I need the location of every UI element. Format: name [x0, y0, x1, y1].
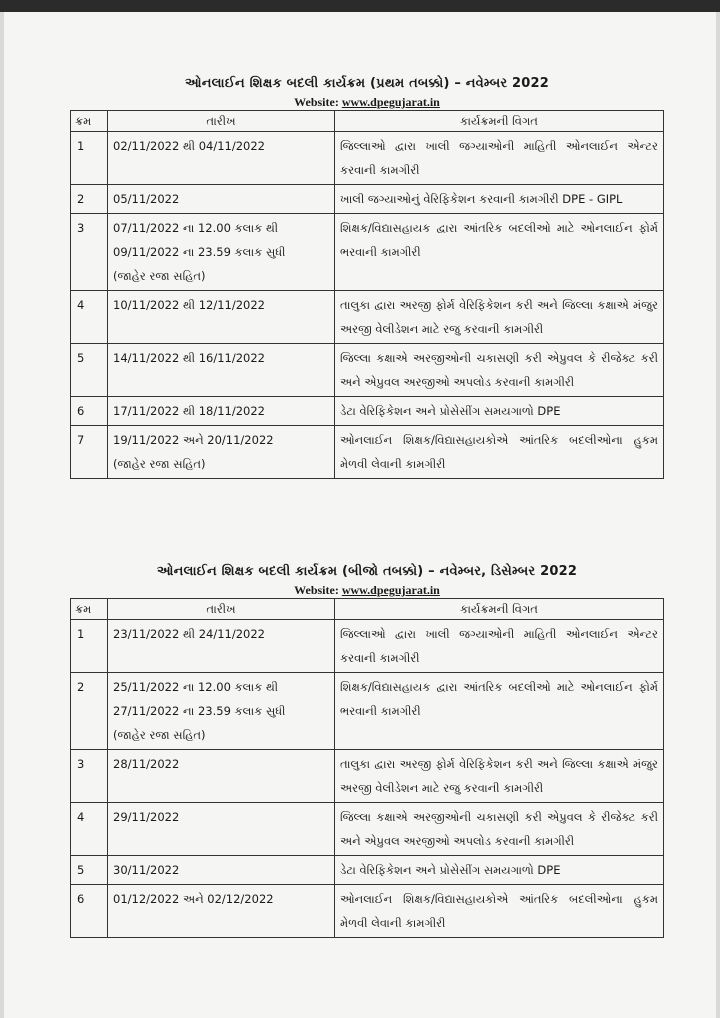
table-row — [71, 673, 664, 750]
row-no: 3 — [71, 750, 108, 803]
schedule-table — [70, 598, 664, 938]
row-desc — [335, 750, 664, 803]
row-no: 4 — [71, 291, 108, 344]
schedule-table — [70, 110, 664, 479]
row-date — [108, 344, 335, 397]
row-date — [108, 185, 335, 214]
desc-text: ખાલી જગ્યાઓનું વેરિફિકેશન કરવાની કામગીરી DPE - GIPL — [340, 192, 623, 206]
desc-text: તાલુકા દ્વારા અરજી ફોર્મ વેરિફિકેશન કરી અને જિલ્લા કક્ષાએ મંજુર અરજી વેલીડેશન માટે રજુ કરવાની કામગીરી — [340, 298, 658, 336]
row-desc — [335, 132, 664, 185]
schedule-phase-1 — [70, 74, 664, 479]
schedule-phase-2 — [70, 562, 664, 938]
row-desc — [335, 620, 664, 673]
desc-text: ઓનલાઈન શિક્ષક/વિદ્યાસહાયકોએ આંતરિક બદલીઓના હુકમ મેળવી લેવાની કામગીરી — [340, 433, 658, 471]
date-line: 09/11/2022 ના 23.59 કલાક સુધી — [113, 245, 286, 259]
desc-text: જિલ્લા કક્ષાએ અરજીઓની ચકાસણી કરી એપ્રુવલ કે રીજેક્ટ કરી અને એપ્રુવલ અરજીઓ અપલોડ કરવાની કામગીરી — [340, 351, 658, 389]
row-date — [108, 856, 335, 885]
website-label: Website: — [294, 583, 339, 597]
desc-text: જિલ્લાઓ દ્વારા ખાલી જગ્યાઓની માહિતી ઓનલાઈન એન્ટર કરવાની કામગીરી — [340, 627, 658, 665]
date-note: (જાહેર રજા સહિત) — [113, 457, 206, 471]
date-note: (જાહેર રજા સહિત) — [113, 269, 206, 283]
row-desc — [335, 885, 664, 938]
section-title: ઓનલાઈન શિક્ષક બદલી કાર્યક્રમ (પ્રથમ તબક્કો) – નવેમ્બર 2022 — [184, 76, 549, 91]
desc-text: ડેટા વેરિફિકેશન અને પ્રોસેસીંગ સમયગાળો DPE — [340, 404, 561, 418]
row-no: 7 — [71, 426, 108, 479]
date-line: 23/11/2022 થી 24/11/2022 — [113, 627, 265, 641]
table-row — [71, 750, 664, 803]
header-desc: કાર્યક્રમની વિગત — [335, 111, 664, 132]
desc-text: શિક્ષક/વિદ્યાસહાયક દ્વારા આંતરિક બદલીઓ માટે ઓનલાઈન ફોર્મ ભરવાની કામગીરી — [340, 221, 658, 259]
date-line: 29/11/2022 — [113, 810, 180, 824]
row-desc — [335, 397, 664, 426]
desc-text: તાલુકા દ્વારા અરજી ફોર્મ વેરિફિકેશન કરી અને જિલ્લા કક્ષાએ મંજુર અરજી વેલીડેશન માટે રજુ કરવાની કામગીરી — [340, 757, 658, 795]
row-date — [108, 426, 335, 479]
date-line: 07/11/2022 ના 12.00 કલાક થી — [113, 221, 279, 235]
row-desc — [335, 185, 664, 214]
row-no: 1 — [71, 132, 108, 185]
header-date: તારીખ — [108, 599, 335, 620]
date-line: 27/11/2022 ના 23.59 કલાક સુધી — [113, 704, 286, 718]
date-line: 25/11/2022 ના 12.00 કલાક થી — [113, 680, 279, 694]
table-row — [71, 185, 664, 214]
date-line: 02/11/2022 થી 04/11/2022 — [113, 139, 265, 153]
row-no: 1 — [71, 620, 108, 673]
row-date — [108, 750, 335, 803]
table-header-row — [71, 599, 664, 620]
table-row — [71, 291, 664, 344]
row-desc — [335, 673, 664, 750]
row-date — [108, 803, 335, 856]
date-line: 10/11/2022 થી 12/11/2022 — [113, 298, 265, 312]
row-date — [108, 291, 335, 344]
table-row — [71, 885, 664, 938]
row-no: 4 — [71, 803, 108, 856]
date-line: 01/12/2022 અને 02/12/2022 — [113, 892, 274, 906]
row-desc — [335, 214, 664, 291]
row-no: 2 — [71, 673, 108, 750]
row-no: 5 — [71, 344, 108, 397]
row-date — [108, 885, 335, 938]
row-desc — [335, 856, 664, 885]
row-desc — [335, 803, 664, 856]
table-row — [71, 620, 664, 673]
table-row — [71, 344, 664, 397]
section-title: ઓનલાઈન શિક્ષક બદલી કાર્યક્રમ (બીજો તબક્કો) – નવેમ્બર, ડિસેમ્બર 2022 — [156, 564, 578, 579]
row-no: 3 — [71, 214, 108, 291]
row-date — [108, 673, 335, 750]
table-row — [71, 214, 664, 291]
desc-text: ડેટા વેરિફિકેશન અને પ્રોસેસીંગ સમયગાળો DPE — [340, 863, 561, 877]
desc-text: ઓનલાઈન શિક્ષક/વિદ્યાસહાયકોએ આંતરિક બદલીઓના હુકમ મેળવી લેવાની કામગીરી — [340, 892, 658, 930]
table-row — [71, 397, 664, 426]
row-date — [108, 397, 335, 426]
date-line: 19/11/2022 અને 20/11/2022 — [113, 433, 274, 447]
date-line: 17/11/2022 થી 18/11/2022 — [113, 404, 265, 418]
date-line: 05/11/2022 — [113, 192, 180, 206]
header-no: ક્રમ — [71, 111, 108, 132]
date-line: 28/11/2022 — [113, 757, 180, 771]
table-row — [71, 132, 664, 185]
table-row — [71, 803, 664, 856]
row-desc — [335, 344, 664, 397]
table-header-row — [71, 111, 664, 132]
header-desc: કાર્યક્રમની વિગત — [335, 599, 664, 620]
row-no: 6 — [71, 885, 108, 938]
top-edge-bar — [0, 0, 720, 12]
desc-text: જિલ્લા કક્ષાએ અરજીઓની ચકાસણી કરી એપ્રુવલ કે રીજેક્ટ કરી અને એપ્રુવલ અરજીઓ અપલોડ કરવાની કામગીરી — [340, 810, 658, 848]
row-no: 6 — [71, 397, 108, 426]
date-line: 30/11/2022 — [113, 863, 180, 877]
website-link[interactable]: www.dpegujarat.in — [341, 95, 440, 109]
row-date — [108, 214, 335, 291]
desc-text: શિક્ષક/વિદ્યાસહાયક દ્વારા આંતરિક બદલીઓ માટે ઓનલાઈન ફોર્મ ભરવાની કામગીરી — [340, 680, 658, 718]
row-desc — [335, 291, 664, 344]
row-desc — [335, 426, 664, 479]
document-page — [4, 12, 716, 1018]
header-date: તારીખ — [108, 111, 335, 132]
website-line — [70, 94, 664, 110]
table-row — [71, 856, 664, 885]
website-link[interactable]: www.dpegujarat.in — [341, 583, 440, 597]
row-no: 5 — [71, 856, 108, 885]
website-label: Website: — [294, 95, 339, 109]
table-row — [71, 426, 664, 479]
date-line: 14/11/2022 થી 16/11/2022 — [113, 351, 265, 365]
row-date — [108, 620, 335, 673]
date-note: (જાહેર રજા સહિત) — [113, 728, 206, 742]
desc-text: જિલ્લાઓ દ્વારા ખાલી જગ્યાઓની માહિતી ઓનલાઈન એન્ટર કરવાની કામગીરી — [340, 139, 658, 177]
website-line — [70, 582, 664, 598]
row-date — [108, 132, 335, 185]
row-no: 2 — [71, 185, 108, 214]
header-no: ક્રમ — [71, 599, 108, 620]
